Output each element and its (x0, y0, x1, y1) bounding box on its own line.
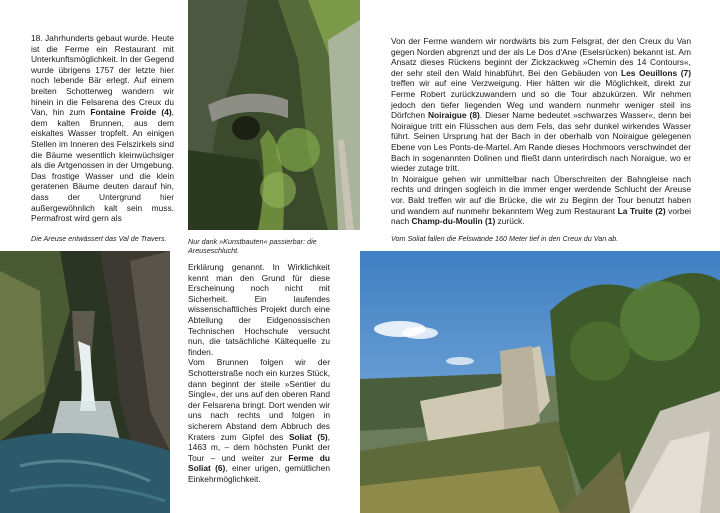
place-name-bold: La Truite (2) (617, 205, 666, 216)
text-run: , einer urigen, gemütlichen Einkehrmöglichkeit. (188, 463, 330, 484)
place-name-bold: Noiraigue (8) (427, 110, 480, 121)
text-run: treffen wir auf eine Verzweigung. Hier hätten wir die Möglichkeit, direkt zur Ferme Robert zurückzuwandern und so die Tour abzukürzen. Wir nehmen jedoch den tiefer liegenden Weg und wandern nunmehr weniger steil ins Dörfchen (391, 78, 691, 121)
place-name-bold: Fontaine Froide (4) (90, 107, 172, 118)
text-run: Erklärung genannt. In Wirklichkeit kennt man den Grund für diese Erscheinung noch nicht mit Sicherheit. Ein laufendes wissenschaftliches Projekt durch eine Abteilung der Eidgenossischen Technischen Hochschule versucht nun, die tatsächliche Kältequelle zu finden. (188, 262, 330, 357)
body-text-column-2 (188, 262, 330, 484)
cliffs-photo (360, 251, 720, 513)
text-run: 18. Jahrhunderts gebaut wurde. Heute ist die Ferme ein Restaurant mit Unterkunftsmöglichkeit. In der Gegend wurde übrigens 1757 der letzte hier noch lebende Bär erlegt. Auf einem breiten Schotterweg wandern wir hinein in die Felsarena des Creux du Van, hin zum (31, 33, 174, 118)
place-name-bold: Ferme du Soliat (6) (188, 452, 331, 474)
text-run: Vom Brunnen folgen wir der Schotterstraße noch ein kurzes Stück, dann beginnt der steile »Sentier du Single«, der uns auf den oberen Rand der Felsarena bringt. Dort wenden wir uns nach rechts und folgen in sicherem Abstand dem Abbruch des Kraters zum Gipfel des (188, 357, 330, 442)
text-run: Von der Ferme wandern wir nordwärts bis zum Felsgrat, der den Creux du Van gegen Norden abgrenzt und der als Le Dos d'Ane (Eselsrücken) bekannt ist. Am Ansatz dieses Rückens beginnt der Zickzackweg »Chemin des 14 Contours«, der sehr steil den Wald hinabführt. Bei den Gebäuden von (391, 36, 691, 78)
text-run: , 1463 m, – dem höchsten Punkt der Tour – und weiter zur (188, 431, 330, 463)
caption-cliffs: Vom Soliat fallen die Felswände 160 Meter tief in den Creux du Van ab. (391, 234, 619, 243)
caption-areuse: Die Areuse entwässert das Val de Travers. (31, 234, 167, 243)
text-run: In Noiraigue gehen wir unmittelbar nach Überschreiten der Bahngleise nach rechts und dringen sogleich in die immer enger werdende Schlucht der Areuse vor. Bald treffen wir auf die Brücke, die wir zu Beginn der Tour benutzt haben und wandern auf nunmehr bekanntem Weg zum Restaurant (391, 173, 691, 216)
gorge-bridge-photo (188, 0, 360, 230)
text-run: vorbei nach (391, 205, 691, 227)
caption-gorge: Nur dank »Kunstbauten« passierbar: die Areuseschlucht. (188, 237, 317, 255)
place-name-bold: Les Oeuillons (7) (621, 67, 691, 78)
place-name-bold: Soliat (5) (288, 431, 328, 442)
place-name-bold: Champ-du-Moulin (1) (411, 216, 496, 227)
waterfall-photo (0, 251, 170, 513)
body-text-column-1 (31, 33, 174, 224)
text-run: . Dieser Name bedeutet »schwarzes Wasser«, denn bei Noiraigue tritt ein Flüsschen aus dem Fels, das sehr dunkel wirkendes Wasser führt. Seinen Ursprung hat der Bach in der oberhalb von Noiraigue gelegenen Ebene von Les Ponts-de-Martel. Am Rande dieses Hochmoors verschwindet der Bach in sogenannten Dolinen und fließt dann unterirdisch nach Noraigue, wo er wieder zutage tritt. (391, 110, 692, 174)
text-run: zurück. (495, 216, 525, 227)
body-text-column-3 (391, 36, 691, 227)
text-run: , dem kalten Brunnen, aus dem eiskaltes Wasser tropfelt. An einigen Stellen im Inneren des Felszirkels sind die Bäume wesentlich kleinwüchsiger als die Artgenossen in der Umgebung. Das frostige Wasser und die klein geratenen Bäume deuten darauf hin, dass der Untergrund hier außergewöhnlich kalt sein muss. Permafrost wird gern als (31, 107, 174, 224)
